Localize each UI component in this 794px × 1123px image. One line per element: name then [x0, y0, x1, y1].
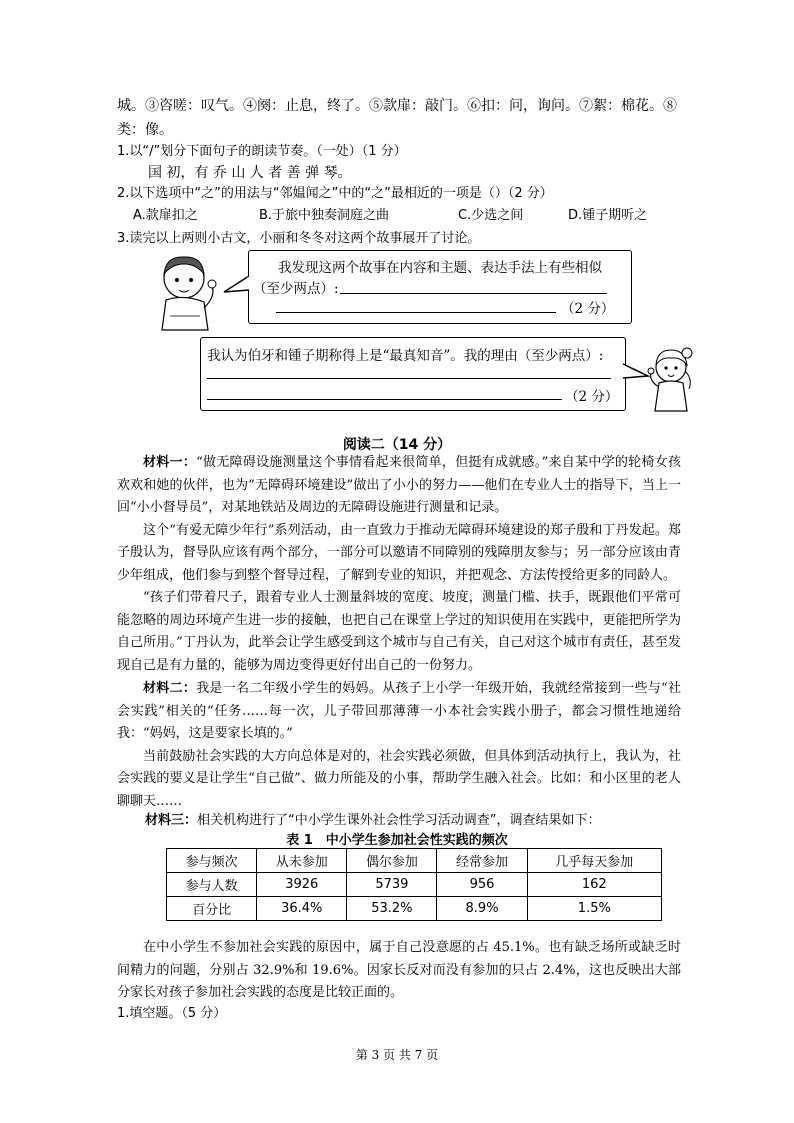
bubble-1-line-1: 我发现这两个故事在内容和主题、表达手法上有些相似 [278, 260, 602, 276]
table-header-cell: 偶尔参加 [347, 849, 437, 873]
table-header-cell: 从未参加 [257, 849, 347, 873]
bubble-1-score: （2 分） [561, 301, 615, 317]
table-cell: 3926 [257, 873, 347, 897]
material-2 [117, 678, 681, 813]
analysis-text: 在中小学生不参加社会实践的原因中，属于自己没意愿的占 45.1%。也有缺乏场所或缺乏时间精力的问题，分别占 32.9%和 19.6%。因家长反对而没有参加的只占 2.4%，这也反映出大部分家长对孩子参加社会实践的态度是比较正面的。 [117, 940, 681, 1000]
boy-illustration [150, 250, 228, 332]
table-cell: 956 [437, 873, 527, 897]
table-row [167, 897, 662, 921]
question-1: 1.以“/”划分下面句子的朗读节奏。（一处）（1 分） [117, 144, 407, 159]
table-cell: 1.5% [527, 897, 661, 921]
girl-illustration [647, 345, 697, 415]
answer-line[interactable] [207, 399, 562, 400]
question-3: 3.读完以上两则小古文，小丽和冬冬对这两个故事展开了讨论。 [117, 231, 481, 246]
bubble-2-score: （2 分） [565, 389, 619, 405]
material-1-p3: “孩子们带着尺子，跟着专业人士测量斜坡的宽度、坡度，测量门槛、扶手，既跟他们平常可能忽略的周边环境产生进一步的接触，也把自己在课堂上学过的知识使用在实践中，更能把所学为自己所用。”丁丹认为，此举会让学生感受到这个城市与自己有关，自己对这个城市有责任，甚至发现自己是有力量的，能够为周边变得更好付出自己的一份努力。 [117, 590, 681, 673]
option-d: D.锺子期听之 [568, 208, 648, 223]
fill-question: 1.填空题。（5 分） [117, 1006, 227, 1021]
table-cell: 162 [527, 873, 661, 897]
answer-line[interactable] [276, 312, 556, 313]
bubble-2-line-1: 我认为伯牙和锺子期称得上是“最真知音”。我的理由（至少两点）: [207, 348, 604, 364]
bubble-pointer-right [620, 360, 650, 386]
table-row [167, 873, 662, 897]
material-2-label: 材料二： [143, 681, 197, 696]
material-1-p2: 这个“有爱无障少年行”系列活动，由一直致力于推动无障碍环境建设的郑子殷和丁丹发起。郑子殷认为，督导队应该有两个部分，一部分可以邀请不同障别的残障朋友参与；另一部分应该由青少年组成，他们参与到整个督导过程，了解到专业的知识，并把观念、方法传授给更多的同龄人。 [117, 522, 681, 583]
material-1-p1: “做无障碍设施测量这个事情看起来很简单，但挺有成就感。”来自某中学的轮椅女孩欢欢和她的伙伴，也为“无障碍环境建设”做出了小小的努力——他们在专业人士的指导下，当上一回“小小督导员”，对某地铁站及周边的无障碍设施进行测量和记录。 [117, 455, 681, 515]
table-cell: 36.4% [257, 897, 347, 921]
material-2-p1: 我是一名二年级小学生的妈妈。从孩子上小学一年级开始，我就经常接到一些与“社会实践”相关的“任务……每一次，儿子带回那薄薄一小本社会实践小册子，都会习惯性地递给我：“妈妈，这是要家长填的。” [117, 681, 681, 741]
material-3 [145, 811, 601, 831]
table-cell: 53.2% [347, 897, 437, 921]
table-header-cell: 参与频次 [167, 849, 257, 873]
page-number: 第 3 页 共 7 页 [355, 1048, 439, 1062]
frequency-table [166, 848, 662, 921]
bubble-pointer-left [222, 270, 252, 300]
table-header-cell: 几乎每天参加 [527, 849, 661, 873]
option-c: C.少选之间 [458, 208, 524, 223]
option-b: B.于旅中独奏洞庭之曲 [259, 208, 390, 223]
bubble-1-line-2: （至少两点）: [253, 281, 339, 297]
answer-line[interactable] [207, 378, 611, 379]
table-header-cell: 经常参加 [437, 849, 527, 873]
section-title: 阅读二（14 分） [342, 437, 452, 453]
annotation-line-1: 城。③咨嗟：叹气。④阕：止息，终了。⑤款扉：敲门。⑥扣：问，询问。⑦絮：棉花。⑧ [117, 98, 677, 114]
answer-line[interactable] [340, 293, 607, 294]
table-cell: 8.9% [437, 897, 527, 921]
table-cell: 百分比 [167, 897, 257, 921]
question-2: 2.以下选项中“之”的用法与“邻媪闻之”中的“之”最相近的一项是（）（2 分） [117, 186, 553, 201]
table-caption: 表 1 中小学生参加社会性实践的频次 [286, 833, 508, 848]
option-a: A.款扉扣之 [133, 208, 198, 223]
material-2-p2: 当前鼓励社会实践的大方向总体是对的，社会实践必须做，但具体到活动执行上，我认为，社会实践的要义是让学生“自己做”、做力所能及的小事，帮助学生融入社会。比如：和小区里的老人聊聊天…… [117, 748, 681, 809]
annotation-line-2: 类：像。 [117, 122, 173, 138]
material-3-label: 材料三： [145, 813, 198, 828]
survey-analysis [117, 937, 681, 1005]
table-cell: 参与人数 [167, 873, 257, 897]
material-1 [117, 452, 681, 677]
table-cell: 5739 [347, 873, 437, 897]
material-1-label: 材料一： [143, 455, 197, 470]
table-header-row [167, 849, 662, 873]
material-3-text: 相关机构进行了“中小学生课外社会性学习活动调查”，调查结果如下： [197, 813, 601, 828]
question-1-sentence: 国 初，有 乔 山 人 者 善 弹 琴。 [148, 165, 352, 181]
